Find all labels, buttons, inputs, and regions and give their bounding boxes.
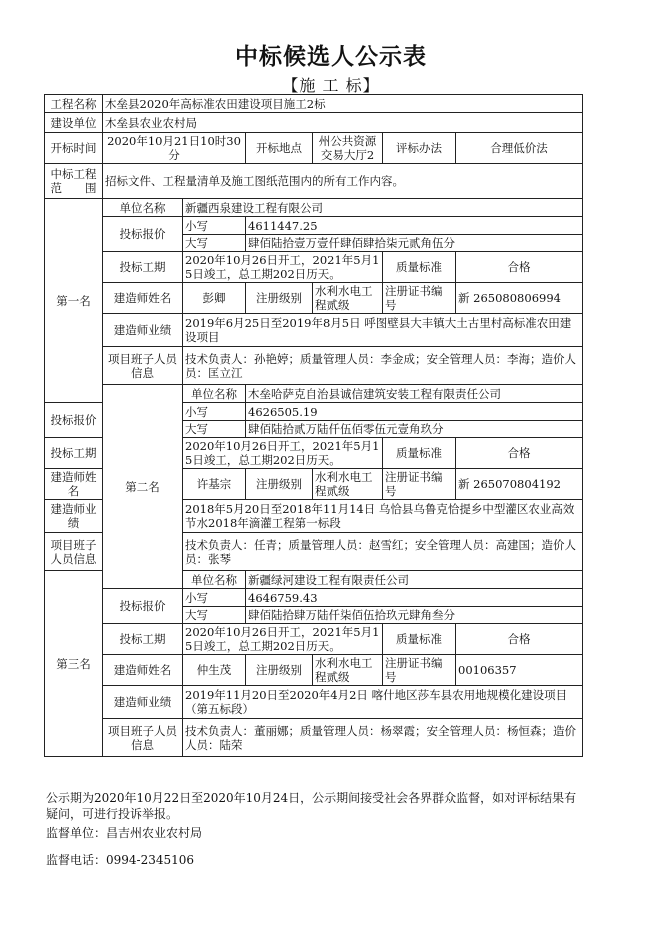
period-label: 投标工期 xyxy=(103,624,183,655)
bid-lower-label: 小写 xyxy=(183,403,246,421)
method: 合理低价法 xyxy=(456,133,583,164)
page-subtitle: 【施 工 标】 xyxy=(282,76,380,95)
supervisor-text: 监督单位：昌吉州农业农村局 xyxy=(46,826,203,840)
cert-number: 新 265070804192 xyxy=(456,469,583,500)
builder-name: 仲生茂 xyxy=(183,655,246,686)
candidate-rank: 第三名 xyxy=(45,571,103,757)
open-place-label: 开标地点 xyxy=(246,133,313,164)
unit-name: 新疆西泉建设工程有限公司 xyxy=(183,199,583,217)
bid-lower-label: 小写 xyxy=(183,217,246,235)
team-info: 技术负责人：任青；质量管理人员：赵雪红；安全管理人员：高建国；造价人员：张琴 xyxy=(183,533,583,571)
scope-label: 中标工程范 围 xyxy=(45,164,103,199)
period: 2020年10月26日开工，2021年5月15日竣工，总工期202日历天。 xyxy=(183,438,383,469)
unit-name: 新疆绿河建设工程有限责任公司 xyxy=(246,571,583,589)
bid-label: 投标报价 xyxy=(103,217,183,252)
bid-lower: 4611447.25 xyxy=(246,217,583,235)
open-time-label: 开标时间 xyxy=(45,133,103,164)
bid-lower-label: 小写 xyxy=(183,589,246,607)
candidate-table xyxy=(44,94,583,757)
bid-upper: 肆佰陆拾贰万陆仟伍佰零伍元壹角玖分 xyxy=(246,421,583,438)
cert-number: 新 265080806994 xyxy=(456,283,583,314)
owner-label: 建设单位 xyxy=(45,113,103,133)
open-time: 2020年10月21日10时30分 xyxy=(103,133,246,164)
period-label: 投标工期 xyxy=(103,252,183,283)
quality-label: 质量标准 xyxy=(383,438,456,469)
performance: 2019年6月25日至2019年8月5日 呼图壁县大丰镇大土古里村高标准农田建设项目 xyxy=(183,314,583,347)
team-label: 项目班子人员信息 xyxy=(103,347,183,385)
period: 2020年10月26日开工，2021年5月15日竣工，总工期202日历天。 xyxy=(183,252,383,283)
cert-label: 注册证书编号 xyxy=(383,283,456,314)
bid-upper-label: 大写 xyxy=(183,421,246,438)
unit-name: 木垒哈萨克自治县诚信建筑安装工程有限责任公司 xyxy=(246,385,583,403)
quality-label: 质量标准 xyxy=(383,624,456,655)
quality: 合格 xyxy=(456,252,583,283)
perf-label: 建造师业绩 xyxy=(45,500,103,533)
team-label: 项目班子人员信息 xyxy=(45,533,103,571)
bid-upper-label: 大写 xyxy=(183,235,246,252)
builder-label: 建造师姓名 xyxy=(103,283,183,314)
quality: 合格 xyxy=(456,624,583,655)
project-name-label: 工程名称 xyxy=(45,95,103,113)
quality-label: 质量标准 xyxy=(383,252,456,283)
bid-upper-label: 大写 xyxy=(183,607,246,624)
bid-lower: 4626505.19 xyxy=(246,403,583,421)
team-label: 项目班子人员信息 xyxy=(103,719,183,757)
team-info: 技术负责人：董丽娜；质量管理人员：杨翠霞；安全管理人员：杨恒森；造价人员：陆荣 xyxy=(183,719,583,757)
quality: 合格 xyxy=(456,438,583,469)
builder-name: 许基宗 xyxy=(183,469,246,500)
perf-label: 建造师业绩 xyxy=(103,314,183,347)
phone-text: 监督电话：0994-2345106 xyxy=(46,853,195,867)
unit-label: 单位名称 xyxy=(183,571,246,589)
bid-upper: 肆佰陆拾壹万壹仟肆佰肆拾柒元贰角伍分 xyxy=(246,235,583,252)
bid-upper: 肆佰陆拾肆万陆仟柒佰伍拾玖元肆角叁分 xyxy=(246,607,583,624)
cert-number: 00106357 xyxy=(456,655,583,686)
bid-lower: 4646759.43 xyxy=(246,589,583,607)
candidate-rank: 第二名 xyxy=(103,385,183,589)
builder-label: 建造师姓名 xyxy=(103,655,183,686)
scope: 招标文件、工程量清单及施工图纸范围内的所有工作内容。 xyxy=(103,164,583,199)
page-title: 中标候选人公示表 xyxy=(235,44,427,70)
performance: 2018年5月20日至2018年11月14日 乌恰县乌鲁克恰提乡中型灌区农业高效节水2018年滴灌工程第一标段 xyxy=(183,500,583,533)
open-place: 州公共资源交易大厅2 xyxy=(313,133,383,164)
level: 水利水电工程贰级 xyxy=(313,655,383,686)
period: 2020年10月26日开工，2021年5月15日竣工，总工期202日历天。 xyxy=(183,624,383,655)
level-label: 注册级别 xyxy=(246,655,313,686)
builder-name: 彭卿 xyxy=(183,283,246,314)
cert-label: 注册证书编号 xyxy=(383,469,456,500)
level: 水利水电工程贰级 xyxy=(313,469,383,500)
candidate-rank: 第一名 xyxy=(45,199,103,403)
project-name: 木垒县2020年高标准农田建设项目施工2标 xyxy=(103,95,583,113)
level: 水利水电工程贰级 xyxy=(313,283,383,314)
perf-label: 建造师业绩 xyxy=(103,686,183,719)
unit-label: 单位名称 xyxy=(103,199,183,217)
bid-label: 投标报价 xyxy=(103,589,183,624)
notice-text: 公示期为2020年10月22日至2020年10月24日，公示期间接受社会各界群众监督，如对评标结果有疑问，可进行投诉举报。 xyxy=(46,791,577,821)
bid-label: 投标报价 xyxy=(45,403,103,438)
performance: 2019年11月20日至2020年4月2日 喀什地区莎车县农用地规模化建设项目（第五标段） xyxy=(183,686,583,719)
method-label: 评标办法 xyxy=(383,133,456,164)
unit-label: 单位名称 xyxy=(183,385,246,403)
level-label: 注册级别 xyxy=(246,469,313,500)
owner: 木垒县农业农村局 xyxy=(103,113,583,133)
level-label: 注册级别 xyxy=(246,283,313,314)
builder-label: 建造师姓名 xyxy=(45,469,103,500)
period-label: 投标工期 xyxy=(45,438,103,469)
team-info: 技术负责人：孙艳婷；质量管理人员：李金成；安全管理人员：李海；造价人员：匡立江 xyxy=(183,347,583,385)
cert-label: 注册证书编号 xyxy=(383,655,456,686)
